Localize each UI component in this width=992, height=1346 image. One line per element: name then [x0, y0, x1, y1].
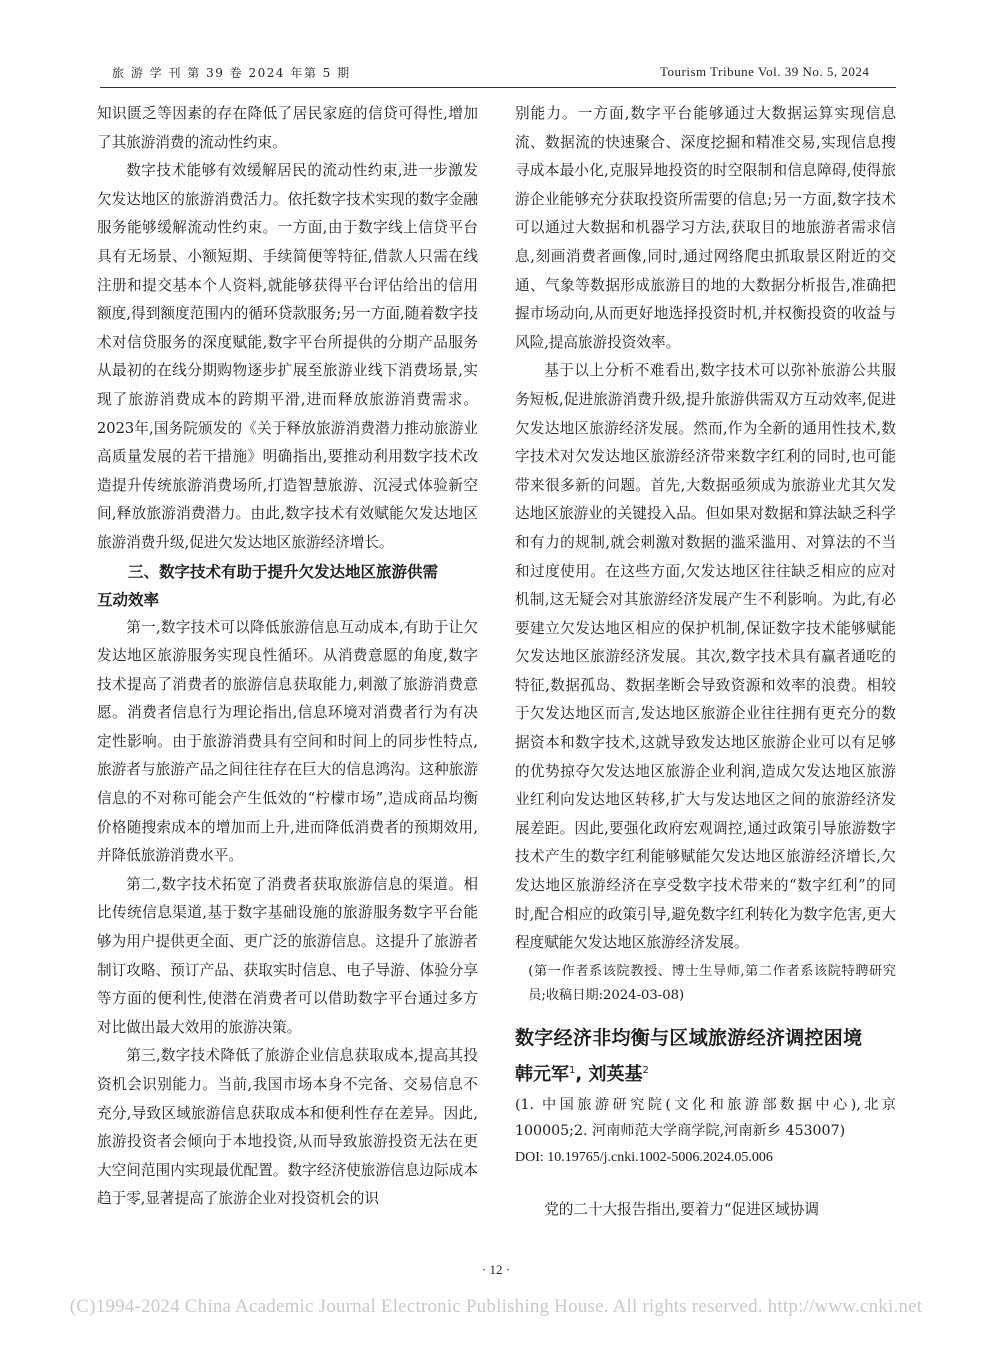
left-column	[97, 100, 478, 1214]
paragraph: 党的二十大报告指出,要着力“促进区域协调	[544, 1200, 819, 1218]
paragraph: 第二,数字技术拓宽了消费者获取旅游信息的渠道。相比传统信息渠道,基于数字基础设施的旅游服务数字平台能够为用户提供更全面、更广泛的旅游信息。这提升了旅游者制订攻略、预订产品、获取实时信息、电子导游、体验分享等方面的便利性,使潜在消费者可以借助数字平台通过多方对比做出最大效用的旅游决策。	[97, 875, 478, 1036]
header-rule	[100, 87, 896, 88]
author-name: 韩元军	[515, 1063, 569, 1085]
section-heading-line2: 互动效率	[97, 590, 160, 609]
right-column	[515, 100, 896, 1224]
paragraph: 数字技术能够有效缓解居民的流动性约束,进一步激发欠发达地区的旅游消费活力。依托数字技术实现的数字金融服务能够缓解流动性约束。一方面,由于数字线上信贷平台具有无场景、小额短期、手续简便等特征,借款人只需在线注册和提交基本个人资料,就能够获得平台评估给出的信用额度,得到额度范围内的循环贷款服务;另一方面,随着数字技术对信贷服务的深度赋能,数字平台所提供的分期产品服务从最初的在线分期购物逐步扩展至旅游业线下消费场景,实现了旅游消费成本的跨期平滑,进而释放旅游消费需求。2023年,国务院颁发的《关于释放旅游消费潜力推动旅游业高质量发展的若干措施》明确指出,要推动利用数字技术改造提升传统旅游消费场所,打造智慧旅游、沉浸式体验新空间,释放旅游消费潜力。由此,数字技术有效赋能欠发达地区旅游消费升级,促进欠发达地区旅游经济增长。	[97, 162, 478, 551]
author-affiliation-mark: 1	[569, 1064, 576, 1076]
article-title: 数字经济非均衡与区域旅游经济调控困境	[515, 1026, 863, 1049]
paragraph: 基于以上分析不难看出,数字技术可以弥补旅游公共服务短板,促进旅游消费升级,提升旅游供需双方互动效率,促进欠发达地区旅游经济发展。然而,作为全新的通用性技术,数字技术对欠发达地区旅游经济带来数字红利的同时,也可能带来很多新的问题。首先,大数据亟须成为旅游业尤其欠发达地区旅游业的关键投入品。但如果对数据和算法缺乏科学和有力的规制,就会刺激对数据的滥采滥用、对算法的不当和过度使用。在这些方面,欠发达地区往往缺乏相应的应对机制,这无疑会对其旅游经济发展产生不利影响。为此,有必要建立欠发达地区相应的保护机制,保证数字技术能够赋能欠发达地区旅游经济发展。其次,数字技术具有赢者通吃的特征,数据孤岛、数据垄断会导致资源和效率的浪费。相较于欠发达地区而言,发达地区旅游企业往往拥有更充分的数据资本和数字技术,这就导致发达地区旅游企业可以有足够的优势掠夺欠发达地区旅游企业利润,造成欠发达地区旅游业红利向发达地区转移,扩大与发达地区之间的旅游经济发展差距。因此,要强化政府宏观调控,通过政策引导旅游数字技术产生的数字红利能够赋能欠发达地区旅游经济增长,欠发达地区旅游经济在享受数字技术带来的“数字红利”的同时,配合相应的政策引导,避免数字红利转化为数字危害,更大程度赋能欠发达地区旅游经济发展。	[515, 362, 896, 952]
author-line	[515, 1056, 896, 1090]
page-number: · 12 ·	[481, 1262, 511, 1277]
paragraph: 别能力。一方面,数字平台能够通过大数据运算实现信息流、数据流的快速聚合、深度挖掘和精准交易,实现信息搜寻成本最小化,克服异地投资的时空限制和信息障碍,使得旅游企业能够充分获取投资所需要的信息;另一方面,数字技术可以通过大数据和机器学习方法,获取目的地旅游者需求信息,刻画消费者画像,同时,通过网络爬虫抓取景区附近的交通、气象等数据形成旅游目的地的大数据分析报告,准确把握市场动向,从而更好地选择投资时机,并权衡投资的收益与风险,提高旅游投资效率。	[515, 105, 896, 351]
running-head-right: Tourism Tribune Vol. 39 No. 5, 2024	[660, 64, 870, 79]
section-heading	[97, 558, 478, 614]
copyright-watermark: (C)1994-2024 China Academic Journal Electronic Publishing House. All rights reserved. http://www.cnki.net	[69, 1296, 923, 1317]
doi: DOI: 10.19765/j.cnki.1002-5006.2024.05.006	[515, 1149, 773, 1165]
author-affiliation-mark: 2	[642, 1064, 649, 1076]
author-separator: ,	[575, 1063, 589, 1085]
paragraph: 第一,数字技术可以降低旅游信息互动成本,有助于让欠发达地区旅游服务实现良性循环。从消费意愿的角度,数字技术提高了消费者的旅游信息获取能力,刺激了旅游消费意愿。消费者信息行为理论指出,信息环境对消费者行为有决定性影响。由于旅游消费具有空间和时间上的同步性特点,旅游者与旅游产品之间往往存在巨大的信息鸿沟。这种旅游信息的不对称可能会产生低效的“柠檬市场”,造成商品均衡价格随搜索成本的增加而上升,进而降低消费者的预期效用,并降低旅游消费水平。	[97, 618, 478, 865]
affiliation: (1. 中国旅游研究院(文化和旅游部数据中心),北京 100005;2. 河南师范大学商学院,河南新乡 453007)	[515, 1096, 896, 1139]
paragraph: 第三,数字技术降低了旅游企业信息获取成本,提高其投资机会识别能力。当前,我国市场本身不完备、交易信息不充分,导致区域旅游信息获取成本和便利性存在差异。因此,旅游投资者会倾向于本地投资,从而导致旅游投资无法在更大空间范围内实现最优配置。数字经济使旅游信息边际成本趋于零,显著提高了旅游企业对投资机会的识	[97, 1047, 478, 1208]
author-note: (第一作者系该院教授、博士生导师,第二作者系该院特聘研究员;收稿日期:2024-03-08)	[528, 963, 896, 1003]
author-name: 刘英基	[588, 1063, 643, 1085]
paragraph: 知识匮乏等因素的存在降低了居民家庭的信贷可得性,增加了其旅游消费的流动性约束。	[97, 105, 478, 151]
section-heading-line1: 三、数字技术有助于提升欠发达地区旅游供需	[128, 562, 439, 581]
running-head-left: 旅 游 学 刊 第 39 卷 2024 年第 5 期	[112, 66, 351, 80]
